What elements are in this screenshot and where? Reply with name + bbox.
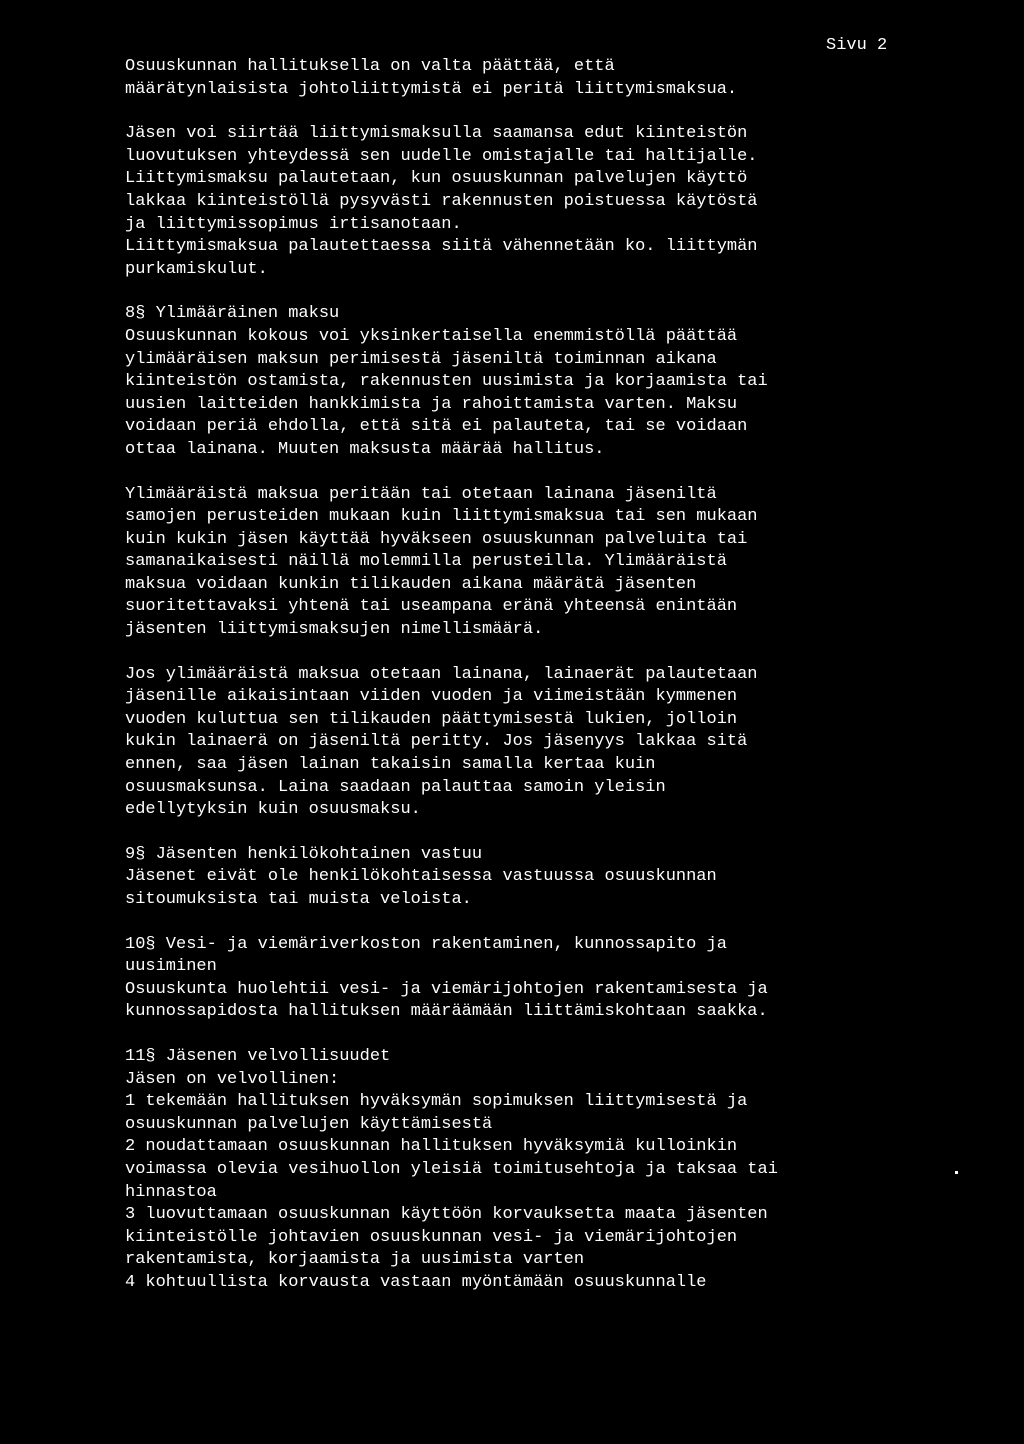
text-line: samanaikaisesti näillä molemmilla perusteilla. Ylimääräistä xyxy=(125,552,727,572)
text-line: hinnastoa xyxy=(125,1182,217,1202)
text-line: ottaa lainana. Muuten maksusta määrää hallitus. xyxy=(125,439,605,459)
text-line: ennen, saa jäsen lainan takaisin samalla kertaa kuin xyxy=(125,755,656,775)
section-heading: 9§ Jäsenten henkilökohtainen vastuu xyxy=(125,844,483,864)
text-line: Jäsenet eivät ole henkilökohtaisessa vastuussa osuuskunnan xyxy=(125,867,717,887)
text-line: Liittymismaksua palautettaessa siitä vähennetään ko. liittymän xyxy=(125,237,758,257)
section-heading: 8§ Ylimääräinen maksu xyxy=(125,304,340,324)
text-line: kiinteistön ostamista, rakennusten uusimista ja korjaamista tai xyxy=(125,372,768,392)
text-line: luovutuksen yhteydessä sen uudelle omistajalle tai haltijalle. xyxy=(125,146,758,166)
text-line: Osuuskunta huolehtii vesi- ja viemärijohtojen rakentamisesta ja xyxy=(125,979,768,999)
text-line: osuuskunnan palvelujen käyttämisestä xyxy=(125,1114,493,1134)
text-line: osuusmaksunsa. Laina saadaan palauttaa samoin yleisin xyxy=(125,777,666,797)
text-line: sitoumuksista tai muista veloista. xyxy=(125,890,472,909)
text-line: purkamiskulut. xyxy=(125,259,268,279)
section-9-personal-liability xyxy=(125,844,915,912)
text-line: ylimääräisen maksun perimisestä jäseniltä toiminnan aikana xyxy=(125,349,717,369)
list-item: 3 luovuttamaan osuuskunnan käyttöön korvauksetta maata jäsenten xyxy=(125,1205,768,1225)
document-body xyxy=(125,56,915,1317)
list-item: 1 tekemään hallituksen hyväksymän sopimuksen liittymisestä ja xyxy=(125,1092,748,1112)
text-line: edellytyksin kuin osuusmaksu. xyxy=(125,800,421,820)
text-line: kuin kukin jäsen käyttää hyväkseen osuuskunnan palveluita tai xyxy=(125,529,748,549)
text-line: jäsenille aikaisintaan viiden vuoden ja viimeistään kymmenen xyxy=(125,687,738,707)
paragraph-loan-repayment xyxy=(125,664,915,822)
text-line: Jäsen on velvollinen: xyxy=(125,1069,340,1089)
text-line: voidaan periä ehdolla, että sitä ei palauteta, tai se voidaan xyxy=(125,417,748,437)
text-line: Ylimääräistä maksua peritään tai otetaan lainana jäseniltä xyxy=(125,484,717,504)
text-line: vuoden kuluttua sen tilikauden päättymisestä lukien, jolloin xyxy=(125,709,738,729)
text-line: jäsenten liittymismaksujen nimellismäärä. xyxy=(125,620,544,640)
text-line: suoritettavaksi yhtenä tai useampana eränä yhteensä enintään xyxy=(125,597,738,617)
section-heading: 11§ Jäsenen velvollisuudet xyxy=(125,1046,391,1066)
text-line: voimassa olevia vesihuollon yleisiä toimitusehtoja ja taksaa tai xyxy=(125,1159,778,1179)
paragraph-extra-fee-collection xyxy=(125,484,915,642)
text-line: kunnossapidosta hallituksen määräämään liittämiskohtaan saakka. xyxy=(125,1002,768,1022)
paragraph-fee-transfer xyxy=(125,123,915,281)
text-line: Jos ylimääräistä maksua otetaan lainana, lainaerät palautetaan xyxy=(125,664,758,684)
section-11-member-obligations xyxy=(125,1046,915,1295)
text-line: Osuuskunnan kokous voi yksinkertaisella enemmistöllä päättää xyxy=(125,326,738,346)
text-line: maksua voidaan kunkin tilikauden aikana määrätä jäsenten xyxy=(125,574,697,594)
text-line: kukin lainaerä on jäseniltä peritty. Jos jäsenyys lakkaa sitä xyxy=(125,732,748,752)
list-item: 4 kohtuullista korvausta vastaan myöntämään osuuskunnalle xyxy=(125,1272,707,1292)
section-8-extra-fee xyxy=(125,303,915,461)
section-heading: 10§ Vesi- ja viemäriverkoston rakentaminen, kunnossapito ja xyxy=(125,934,727,954)
text-line: määrätynlaisista johtoliittymistä ei peritä liittymismaksua. xyxy=(125,79,738,99)
text-line: Liittymismaksu palautetaan, kun osuuskunnan palvelujen käyttö xyxy=(125,169,748,189)
section-10-network-construction xyxy=(125,934,915,1024)
scan-speck xyxy=(955,1171,958,1174)
text-line: samojen perusteiden mukaan kuin liittymismaksua tai sen mukaan xyxy=(125,507,758,527)
section-heading: uusiminen xyxy=(125,957,217,977)
text-line: Jäsen voi siirtää liittymismaksulla saamansa edut kiinteistön xyxy=(125,124,748,144)
text-line: uusien laitteiden hankkimista ja rahoittamista varten. Maksu xyxy=(125,394,738,414)
text-line: ja liittymissopimus irtisanotaan. xyxy=(125,214,462,234)
text-line: Osuuskunnan hallituksella on valta päättää, että xyxy=(125,57,615,76)
text-line: lakkaa kiinteistöllä pysyvästi rakennusten poistuessa käytöstä xyxy=(125,191,758,211)
page-number: Sivu 2 xyxy=(826,36,888,55)
paragraph-membership-fee-exemption xyxy=(125,56,915,101)
list-item: 2 noudattamaan osuuskunnan hallituksen hyväksymiä kulloinkin xyxy=(125,1137,738,1157)
text-line: rakentamista, korjaamista ja uusimista varten xyxy=(125,1250,585,1270)
text-line: kiinteistölle johtavien osuuskunnan vesi- ja viemärijohtojen xyxy=(125,1227,738,1247)
